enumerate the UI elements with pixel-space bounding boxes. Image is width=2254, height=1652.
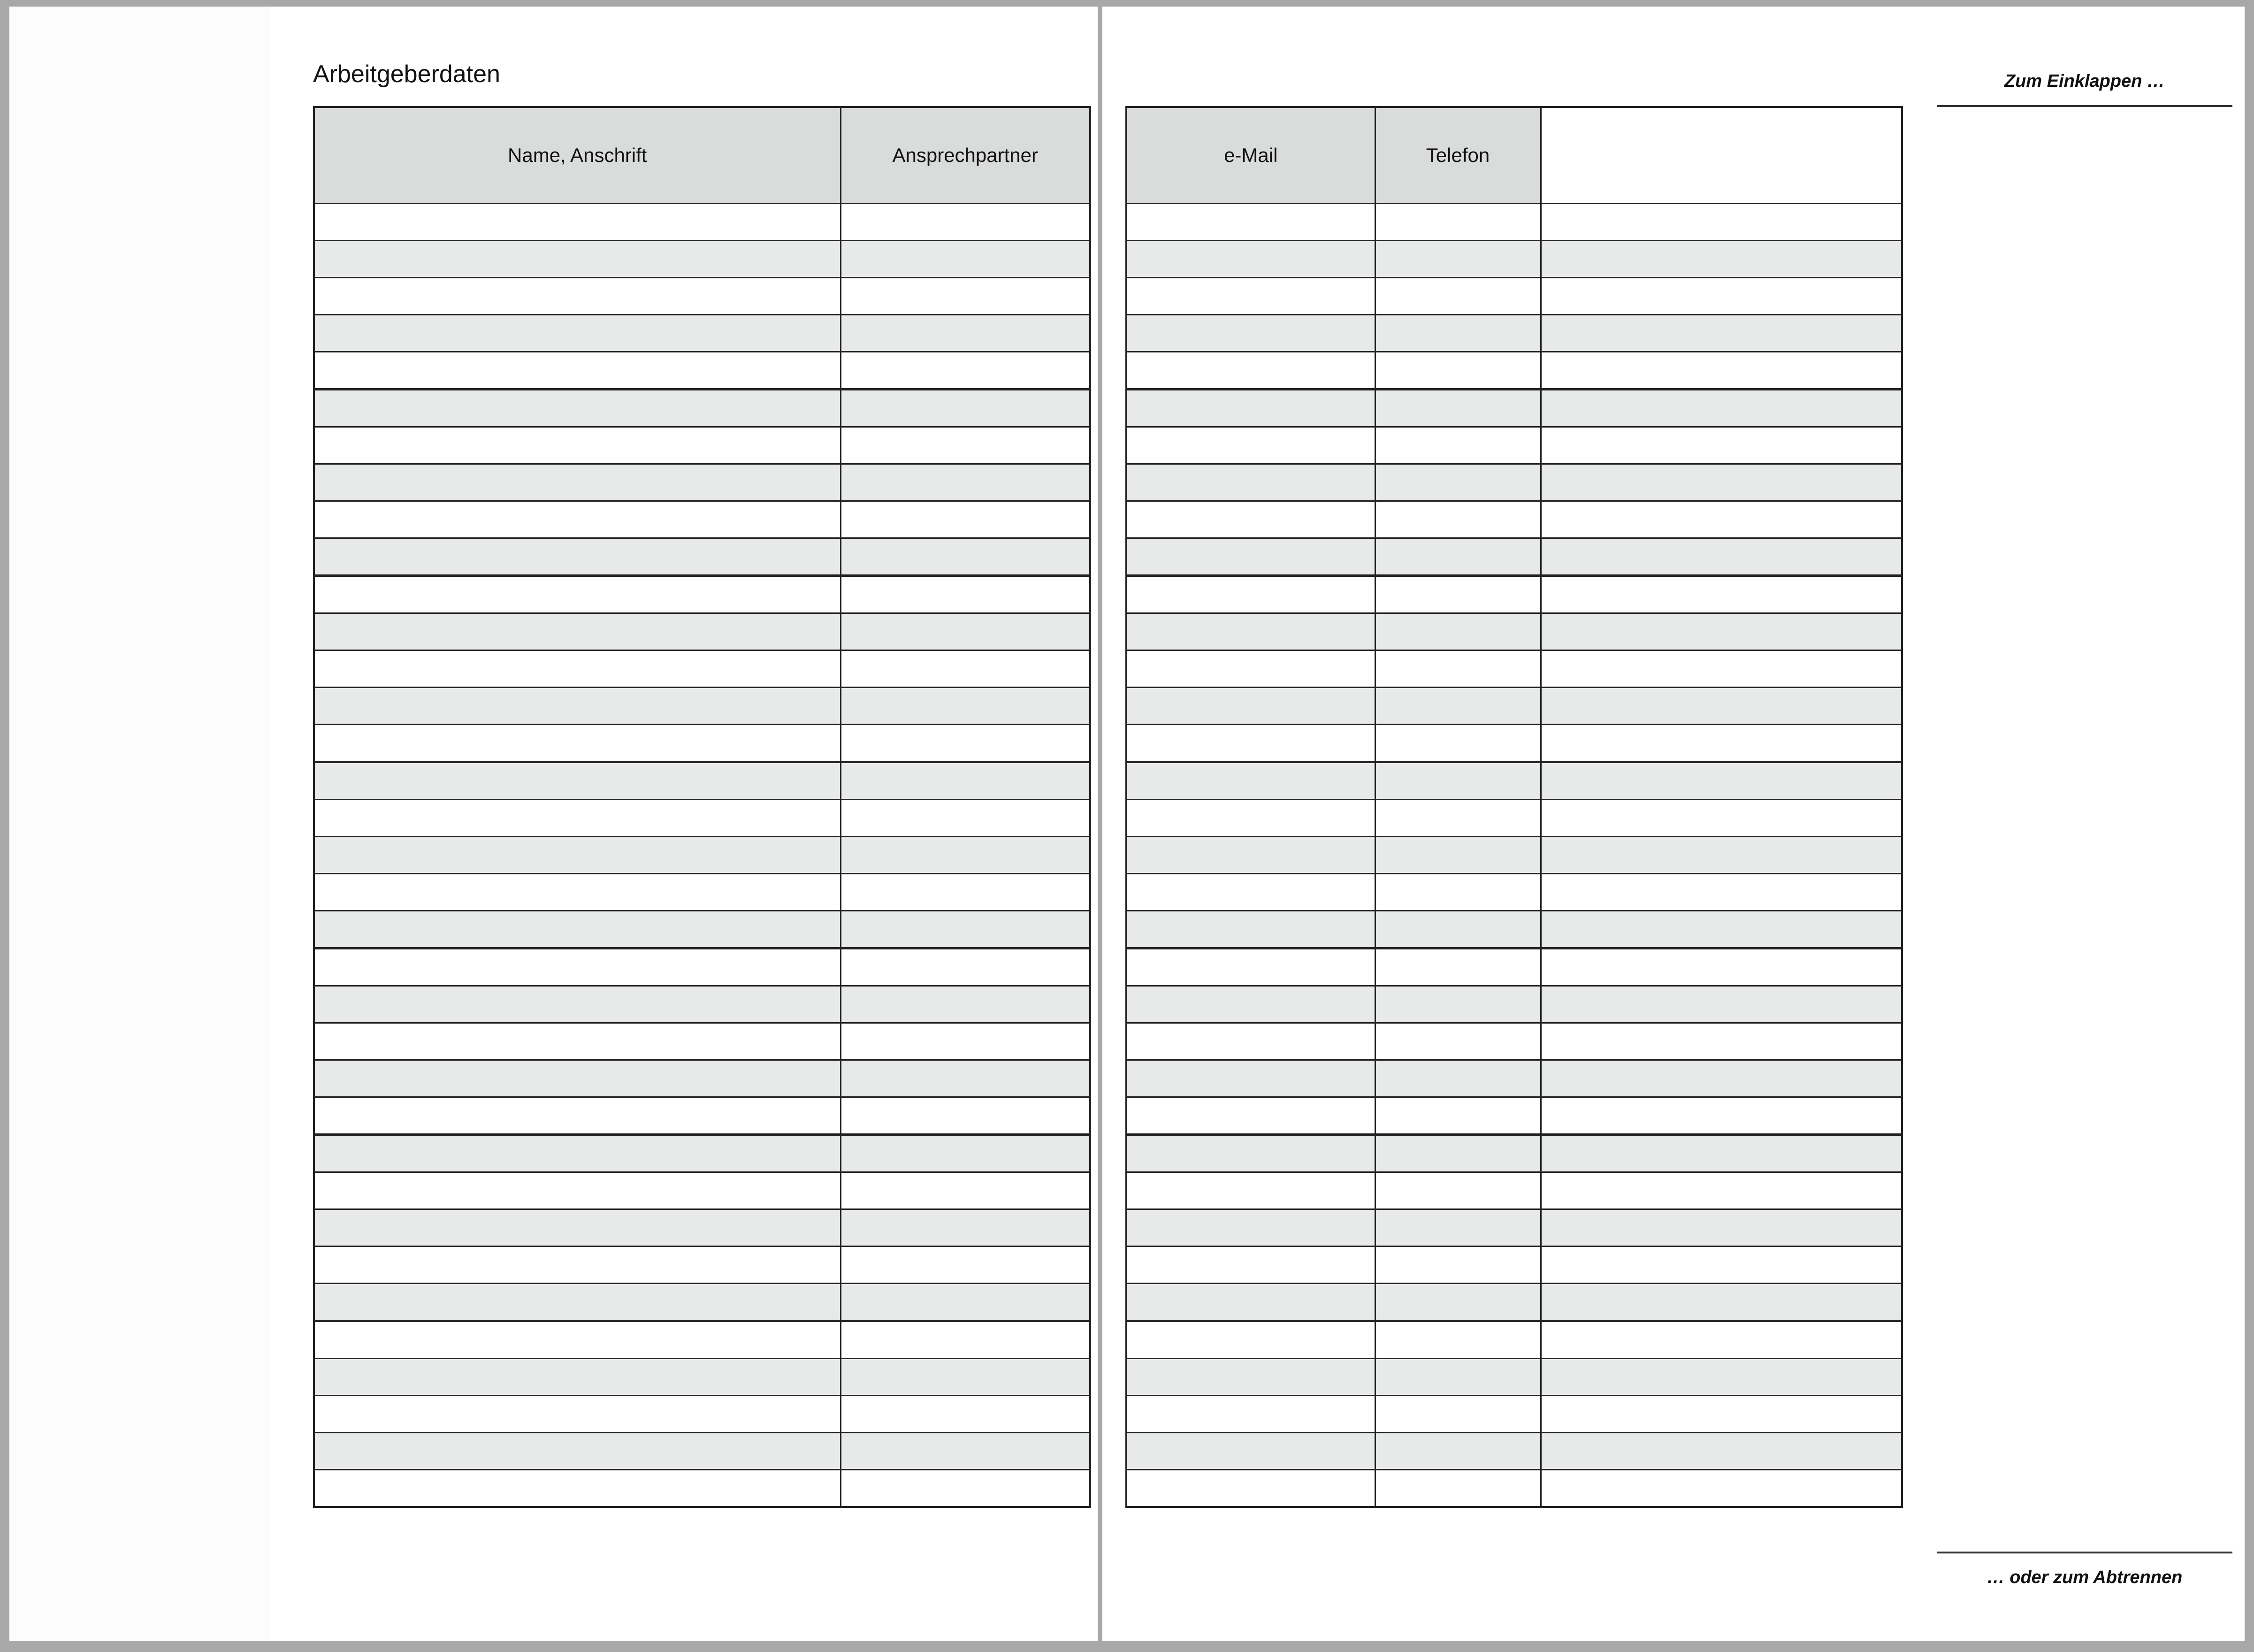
table-row: [314, 948, 1090, 986]
table-row: [314, 1060, 1090, 1097]
table-row: [1126, 1284, 1902, 1321]
table-row: [314, 986, 1090, 1023]
contact-person-cell[interactable]: [840, 762, 1090, 800]
contact-person-cell[interactable]: [840, 352, 1090, 390]
phone-cell[interactable]: [1375, 725, 1541, 762]
email-cell[interactable]: [1126, 427, 1375, 464]
extra-cell[interactable]: [1541, 576, 1902, 613]
extra-cell[interactable]: [1541, 1023, 1902, 1060]
phone-cell[interactable]: [1375, 1097, 1541, 1135]
extra-cell[interactable]: [1541, 278, 1902, 315]
contact-person-cell[interactable]: [840, 1097, 1090, 1135]
contact-person-cell[interactable]: [840, 464, 1090, 501]
extra-cell[interactable]: [1541, 613, 1902, 650]
extra-cell[interactable]: [1541, 1396, 1902, 1433]
email-cell[interactable]: [1126, 762, 1375, 800]
table-row: [1126, 688, 1902, 725]
email-cell[interactable]: [1126, 204, 1375, 241]
email-cell[interactable]: [1126, 1135, 1375, 1172]
contact-person-cell[interactable]: [840, 1433, 1090, 1470]
table-row: [1126, 1097, 1902, 1135]
frame-top: [0, 0, 2254, 7]
name-address-cell[interactable]: [314, 204, 840, 241]
extra-cell[interactable]: [1541, 464, 1902, 501]
contact-person-cell[interactable]: [840, 1060, 1090, 1097]
table-header-row: [314, 107, 1090, 204]
table-row: [314, 911, 1090, 948]
column-header-phone: Telefon: [1375, 107, 1541, 204]
name-address-cell[interactable]: [314, 1060, 840, 1097]
table-row: [1126, 390, 1902, 427]
name-address-cell[interactable]: [314, 390, 840, 427]
contact-person-cell[interactable]: [840, 501, 1090, 538]
email-cell[interactable]: [1126, 613, 1375, 650]
name-address-cell[interactable]: [314, 1023, 840, 1060]
extra-cell[interactable]: [1541, 390, 1902, 427]
name-address-cell[interactable]: [314, 1097, 840, 1135]
table-row: [1126, 1172, 1902, 1209]
table-row: [314, 315, 1090, 352]
phone-cell[interactable]: [1375, 1433, 1541, 1470]
table-row: [1126, 1209, 1902, 1247]
name-address-cell[interactable]: [314, 1172, 840, 1209]
name-address-cell[interactable]: [314, 986, 840, 1023]
phone-cell[interactable]: [1375, 538, 1541, 576]
extra-cell[interactable]: [1541, 1209, 1902, 1247]
column-header-blank: [1541, 107, 1902, 204]
contact-person-cell[interactable]: [840, 1209, 1090, 1247]
table-row: [1126, 948, 1902, 986]
phone-cell[interactable]: [1375, 762, 1541, 800]
table-row: [1126, 538, 1902, 576]
extra-cell[interactable]: [1541, 538, 1902, 576]
table-row: [314, 1023, 1090, 1060]
contact-person-cell[interactable]: [840, 1135, 1090, 1172]
table-row: [314, 1433, 1090, 1470]
name-address-cell[interactable]: [314, 1135, 840, 1172]
page-margin-strip: [9, 7, 271, 1641]
extra-cell[interactable]: [1541, 315, 1902, 352]
email-cell[interactable]: [1126, 725, 1375, 762]
table-row: [1126, 576, 1902, 613]
contact-person-cell[interactable]: [840, 986, 1090, 1023]
table-row: [1126, 1396, 1902, 1433]
phone-cell[interactable]: [1375, 688, 1541, 725]
table-row: [314, 538, 1090, 576]
contact-person-cell[interactable]: [840, 538, 1090, 576]
phone-cell[interactable]: [1375, 948, 1541, 986]
email-cell[interactable]: [1126, 576, 1375, 613]
extra-cell[interactable]: [1541, 352, 1902, 390]
name-address-cell[interactable]: [314, 501, 840, 538]
employer-table-left: [313, 106, 1091, 1508]
detach-label: … oder zum Abtrennen: [1987, 1568, 2183, 1587]
table-row: [1126, 1135, 1902, 1172]
extra-cell[interactable]: [1541, 1247, 1902, 1284]
extra-cell[interactable]: [1541, 427, 1902, 464]
name-address-cell[interactable]: [314, 352, 840, 390]
table-row: [1126, 837, 1902, 874]
name-address-cell[interactable]: [314, 1396, 840, 1433]
extra-cell[interactable]: [1541, 501, 1902, 538]
contact-person-cell[interactable]: [840, 1359, 1090, 1396]
extra-cell[interactable]: [1541, 837, 1902, 874]
email-cell[interactable]: [1126, 948, 1375, 986]
phone-cell[interactable]: [1375, 390, 1541, 427]
name-address-cell[interactable]: [314, 576, 840, 613]
page-title: Arbeitgeberdaten: [313, 61, 500, 88]
name-address-cell[interactable]: [314, 241, 840, 278]
email-cell[interactable]: [1126, 1060, 1375, 1097]
table-row: [314, 1097, 1090, 1135]
table-header-row: [1126, 107, 1902, 204]
extra-cell[interactable]: [1541, 1284, 1902, 1321]
detach-rule: [1937, 1552, 2232, 1553]
extra-cell[interactable]: [1541, 1097, 1902, 1135]
table-row: [314, 613, 1090, 650]
email-cell[interactable]: [1126, 241, 1375, 278]
contact-person-cell[interactable]: [840, 315, 1090, 352]
email-cell[interactable]: [1126, 1359, 1375, 1396]
name-address-cell[interactable]: [314, 800, 840, 837]
name-address-cell[interactable]: [314, 464, 840, 501]
fold-label: Zum Einklappen …: [2004, 71, 2165, 91]
phone-cell[interactable]: [1375, 427, 1541, 464]
table-row: [314, 1284, 1090, 1321]
phone-cell[interactable]: [1375, 241, 1541, 278]
name-address-cell[interactable]: [314, 1359, 840, 1396]
contact-person-cell[interactable]: [840, 911, 1090, 948]
table-row: [1126, 1247, 1902, 1284]
table-row: [1126, 1433, 1902, 1470]
email-cell[interactable]: [1126, 874, 1375, 911]
table-row: [1126, 725, 1902, 762]
table-row: [1126, 278, 1902, 315]
email-cell[interactable]: [1126, 315, 1375, 352]
phone-cell[interactable]: [1375, 837, 1541, 874]
table-row: [1126, 1470, 1902, 1507]
table-row: [1126, 427, 1902, 464]
extra-cell[interactable]: [1541, 800, 1902, 837]
table-row: [1126, 315, 1902, 352]
frame-bottom: [0, 1641, 2254, 1652]
contact-person-cell[interactable]: [840, 650, 1090, 688]
name-address-cell[interactable]: [314, 1433, 840, 1470]
table-row: [314, 390, 1090, 427]
email-cell[interactable]: [1126, 352, 1375, 390]
contact-person-cell[interactable]: [840, 1023, 1090, 1060]
name-address-cell[interactable]: [314, 613, 840, 650]
table-row: [314, 1359, 1090, 1396]
contact-person-cell[interactable]: [840, 725, 1090, 762]
table-row: [314, 204, 1090, 241]
phone-cell[interactable]: [1375, 352, 1541, 390]
name-address-cell[interactable]: [314, 1247, 840, 1284]
email-cell[interactable]: [1126, 278, 1375, 315]
name-address-cell[interactable]: [314, 1209, 840, 1247]
email-cell[interactable]: [1126, 390, 1375, 427]
phone-cell[interactable]: [1375, 1023, 1541, 1060]
name-address-cell[interactable]: [314, 538, 840, 576]
table-row: [314, 1396, 1090, 1433]
email-cell[interactable]: [1126, 837, 1375, 874]
table-row: [1126, 650, 1902, 688]
table-row: [1126, 613, 1902, 650]
phone-cell[interactable]: [1375, 613, 1541, 650]
phone-cell[interactable]: [1375, 1060, 1541, 1097]
table-row: [1126, 204, 1902, 241]
extra-cell[interactable]: [1541, 1060, 1902, 1097]
email-cell[interactable]: [1126, 1284, 1375, 1321]
extra-cell[interactable]: [1541, 725, 1902, 762]
frame-right: [2245, 0, 2254, 1652]
phone-cell[interactable]: [1375, 1135, 1541, 1172]
email-cell[interactable]: [1126, 538, 1375, 576]
table-row: [314, 874, 1090, 911]
name-address-cell[interactable]: [314, 650, 840, 688]
phone-cell[interactable]: [1375, 501, 1541, 538]
table-row: [314, 427, 1090, 464]
contact-person-cell[interactable]: [840, 948, 1090, 986]
contact-person-cell[interactable]: [840, 1321, 1090, 1359]
table-row: [1126, 1359, 1902, 1396]
email-cell[interactable]: [1126, 1209, 1375, 1247]
table-row: [1126, 464, 1902, 501]
table-row: [314, 1172, 1090, 1209]
name-address-cell[interactable]: [314, 762, 840, 800]
phone-cell[interactable]: [1375, 464, 1541, 501]
phone-cell[interactable]: [1375, 874, 1541, 911]
extra-cell[interactable]: [1541, 1359, 1902, 1396]
name-address-cell[interactable]: [314, 948, 840, 986]
extra-cell[interactable]: [1541, 1135, 1902, 1172]
phone-cell[interactable]: [1375, 204, 1541, 241]
contact-person-cell[interactable]: [840, 1396, 1090, 1433]
extra-cell[interactable]: [1541, 1172, 1902, 1209]
contact-person-cell[interactable]: [840, 800, 1090, 837]
name-address-cell[interactable]: [314, 1470, 840, 1507]
contact-person-cell[interactable]: [840, 427, 1090, 464]
email-cell[interactable]: [1126, 1023, 1375, 1060]
email-cell[interactable]: [1126, 501, 1375, 538]
email-cell[interactable]: [1126, 986, 1375, 1023]
extra-cell[interactable]: [1541, 650, 1902, 688]
email-cell[interactable]: [1126, 1433, 1375, 1470]
column-header-email: e-Mail: [1126, 107, 1375, 204]
table-row: [1126, 352, 1902, 390]
contact-person-cell[interactable]: [840, 278, 1090, 315]
table-row: [314, 800, 1090, 837]
extra-cell[interactable]: [1541, 1433, 1902, 1470]
contact-person-cell[interactable]: [840, 688, 1090, 725]
email-cell[interactable]: [1126, 464, 1375, 501]
contact-person-cell[interactable]: [840, 1470, 1090, 1507]
contact-person-cell[interactable]: [840, 874, 1090, 911]
table-row: [1126, 501, 1902, 538]
phone-cell[interactable]: [1375, 1172, 1541, 1209]
name-address-cell[interactable]: [314, 1321, 840, 1359]
email-cell[interactable]: [1126, 688, 1375, 725]
phone-cell[interactable]: [1375, 1209, 1541, 1247]
table-row: [314, 837, 1090, 874]
phone-cell[interactable]: [1375, 650, 1541, 688]
extra-cell[interactable]: [1541, 688, 1902, 725]
name-address-cell[interactable]: [314, 1284, 840, 1321]
table-row: [314, 1321, 1090, 1359]
page-spine-divider: [1098, 0, 1102, 1652]
contact-person-cell[interactable]: [840, 837, 1090, 874]
phone-cell[interactable]: [1375, 986, 1541, 1023]
table-row: [314, 1209, 1090, 1247]
fold-rule: [1937, 105, 2232, 107]
table-row: [314, 278, 1090, 315]
phone-cell[interactable]: [1375, 1396, 1541, 1433]
table-row: [1126, 911, 1902, 948]
name-address-cell[interactable]: [314, 688, 840, 725]
table-row: [314, 241, 1090, 278]
extra-cell[interactable]: [1541, 986, 1902, 1023]
phone-cell[interactable]: [1375, 278, 1541, 315]
name-address-cell[interactable]: [314, 278, 840, 315]
phone-cell[interactable]: [1375, 1470, 1541, 1507]
name-address-cell[interactable]: [314, 427, 840, 464]
contact-person-cell[interactable]: [840, 390, 1090, 427]
email-cell[interactable]: [1126, 1172, 1375, 1209]
column-header-contact-person: Ansprechpartner: [840, 107, 1090, 204]
table-row: [314, 762, 1090, 800]
phone-cell[interactable]: [1375, 1247, 1541, 1284]
extra-cell[interactable]: [1541, 762, 1902, 800]
email-cell[interactable]: [1126, 1321, 1375, 1359]
table-row: [314, 1135, 1090, 1172]
email-cell[interactable]: [1126, 911, 1375, 948]
name-address-cell[interactable]: [314, 837, 840, 874]
name-address-cell[interactable]: [314, 315, 840, 352]
contact-person-cell[interactable]: [840, 241, 1090, 278]
name-address-cell[interactable]: [314, 911, 840, 948]
table-row: [314, 464, 1090, 501]
phone-cell[interactable]: [1375, 576, 1541, 613]
table-row: [1126, 800, 1902, 837]
extra-cell[interactable]: [1541, 874, 1902, 911]
phone-cell[interactable]: [1375, 1284, 1541, 1321]
table-row: [314, 725, 1090, 762]
table-row: [1126, 1060, 1902, 1097]
table-row: [1126, 1321, 1902, 1359]
contact-person-cell[interactable]: [840, 576, 1090, 613]
column-header-name-address: Name, Anschrift: [314, 107, 840, 204]
table-row: [314, 1470, 1090, 1507]
table-row: [314, 688, 1090, 725]
phone-cell[interactable]: [1375, 1321, 1541, 1359]
phone-cell[interactable]: [1375, 315, 1541, 352]
extra-cell[interactable]: [1541, 204, 1902, 241]
phone-cell[interactable]: [1375, 911, 1541, 948]
table-row: [1126, 1023, 1902, 1060]
phone-cell[interactable]: [1375, 800, 1541, 837]
table-row: [314, 650, 1090, 688]
frame-left: [0, 0, 9, 1652]
extra-cell[interactable]: [1541, 911, 1902, 948]
table-row: [314, 576, 1090, 613]
email-cell[interactable]: [1126, 1470, 1375, 1507]
email-cell[interactable]: [1126, 650, 1375, 688]
table-row: [314, 501, 1090, 538]
contact-person-cell[interactable]: [840, 204, 1090, 241]
extra-cell[interactable]: [1541, 241, 1902, 278]
email-cell[interactable]: [1126, 800, 1375, 837]
extra-cell[interactable]: [1541, 1321, 1902, 1359]
name-address-cell[interactable]: [314, 725, 840, 762]
email-cell[interactable]: [1126, 1396, 1375, 1433]
email-cell[interactable]: [1126, 1247, 1375, 1284]
name-address-cell[interactable]: [314, 874, 840, 911]
table-row: [314, 1247, 1090, 1284]
contact-person-cell[interactable]: [840, 1172, 1090, 1209]
employer-table-right: [1125, 106, 1903, 1508]
table-row: [1126, 762, 1902, 800]
table-row: [314, 352, 1090, 390]
table-row: [1126, 241, 1902, 278]
contact-person-cell[interactable]: [840, 1284, 1090, 1321]
table-row: [1126, 986, 1902, 1023]
phone-cell[interactable]: [1375, 1359, 1541, 1396]
contact-person-cell[interactable]: [840, 1247, 1090, 1284]
extra-cell[interactable]: [1541, 948, 1902, 986]
table-row: [1126, 874, 1902, 911]
contact-person-cell[interactable]: [840, 613, 1090, 650]
email-cell[interactable]: [1126, 1097, 1375, 1135]
extra-cell[interactable]: [1541, 1470, 1902, 1507]
